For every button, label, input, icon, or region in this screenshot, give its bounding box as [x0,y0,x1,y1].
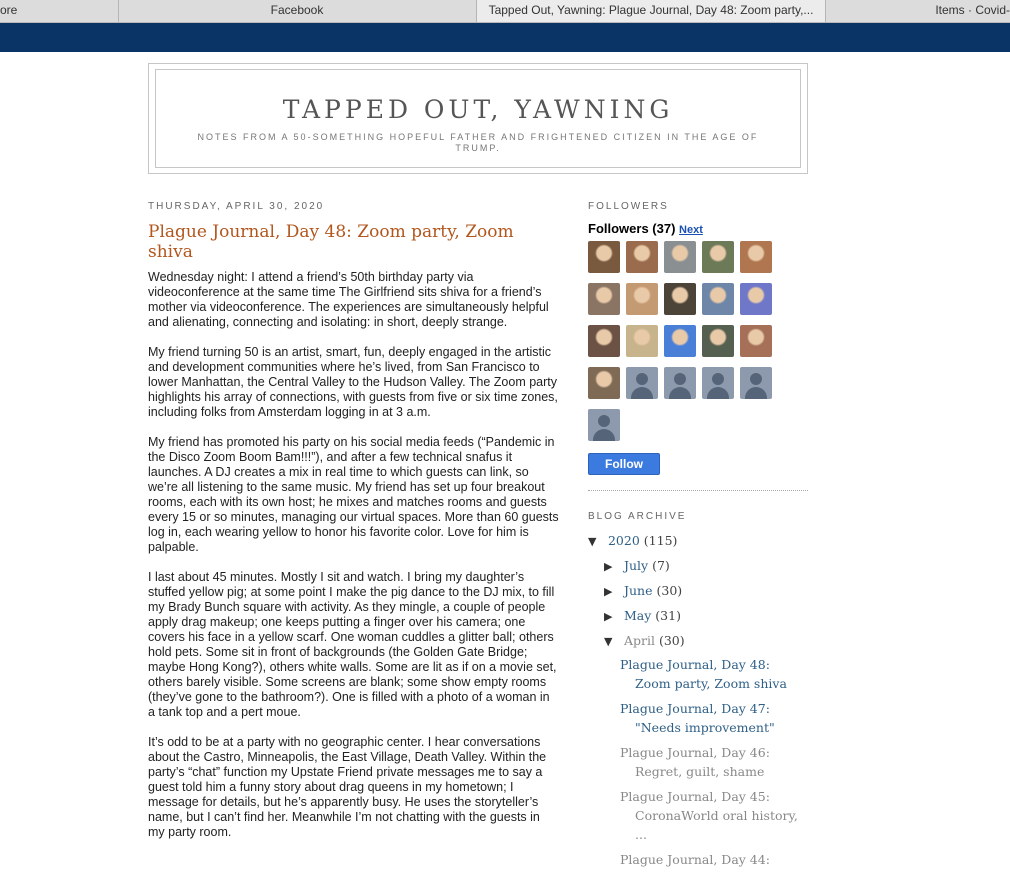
default-avatar-icon[interactable] [740,367,772,399]
followers-next-link[interactable]: Next [679,224,703,236]
expand-triangle-icon[interactable]: ▶ [604,585,613,598]
archive-post-link[interactable]: Plague Journal, Day 48: Zoom party, Zoom shiva [620,657,787,691]
archive-month-april[interactable] [588,633,808,655]
archive-heading: BLOG ARCHIVE [588,511,687,522]
follower-avatar[interactable] [626,325,658,357]
archive-month-link[interactable]: June [623,583,653,598]
blog-header-inner [155,69,801,168]
post-title[interactable]: Plague Journal, Day 48: Zoom party, Zoom shiva [148,222,514,262]
browser-tab[interactable] [0,0,119,22]
follower-avatar[interactable] [702,241,734,273]
archive-post-link[interactable]: Plague Journal, Day 47: "Needs improvement" [620,701,775,735]
archive-month-link[interactable]: July [623,558,649,573]
blog-header [148,63,808,174]
archive-post-link[interactable]: Plague Journal, Day 45: CoronaWorld oral history, ... [620,789,798,842]
archive-month-label[interactable]: April [623,633,655,648]
browser-tab-active[interactable] [477,0,826,22]
follower-avatar[interactable] [588,325,620,357]
default-avatar-icon[interactable] [664,367,696,399]
blog-description: NOTES FROM A 50-SOMETHING HOPEFUL FATHER AND FRIGHTENED CITIZEN IN THE AGE OF TRUMP. [197,132,759,153]
browser-tab-facebook[interactable] [118,0,477,22]
blogger-navbar [0,23,1010,52]
follower-avatar[interactable] [740,325,772,357]
follow-button[interactable]: Follow [588,453,660,475]
archive-month-may[interactable] [588,608,808,633]
post-paragraph: Wednesday night: I attend a friend’s 50th birthday party via videoconference at the same time The Girlfriend sits shiva for a friend’s mother via videoconference. The experiences are simultaneously helpful and alienating, connecting and isolating: in short, deeply strange. [148,270,549,329]
blog-title[interactable]: TAPPED OUT, YAWNING [282,95,674,124]
follower-avatar[interactable] [588,241,620,273]
followers-count-line [588,221,808,236]
archive-post-link[interactable]: Plague Journal, Day 46: Regret, guilt, shame [620,745,770,779]
archive-post-list [588,655,808,869]
sidebar-divider [588,490,808,491]
follower-avatar[interactable] [664,325,696,357]
expand-triangle-icon[interactable]: ▶ [604,610,613,623]
followers-label: Followers (37) [588,221,676,236]
post-paragraph: It’s odd to be at a party with no geographic center. I hear conversations about the Castro, Minneapolis, the East Village, Death Valley. Within the party’s “chat” function my Upstate Friend private messages me to say a guest told him a funny story about drag queens in my hometown; I message for details, but he’s apparently busy. He uses the storyteller’s name, but I can’t find her. Meanwhile I’m not chatting with the guests in my party room. [148,735,547,839]
follower-avatar[interactable] [626,283,658,315]
archive-year-2020[interactable] [588,533,808,558]
archive-year-count: (115) [643,533,678,548]
follower-avatar[interactable] [740,283,772,315]
default-avatar-icon[interactable] [626,367,658,399]
tab-label: Items · Covid- [935,3,1010,17]
archive-month-count: (30) [656,583,683,598]
tab-label: ore [0,3,18,17]
archive-month-link[interactable]: May [623,608,652,623]
post-paragraph: My friend turning 50 is an artist, smart, fun, deeply engaged in the artistic and development communities where he’s lived, from San Francisco to lower Manhattan, the Central Valley to the Hudson Valley. The Zoom party highlights his array of connections, with guests from five or six time zones, including folks from Amsterdam logging in at 3 a.m. [148,345,558,419]
tab-label: Facebook [270,3,324,17]
post-date: THURSDAY, APRIL 30, 2020 [148,201,325,212]
archive-year-link[interactable]: 2020 [607,533,640,548]
default-avatar-icon[interactable] [588,409,620,441]
follower-avatar[interactable] [588,283,620,315]
default-avatar-icon[interactable] [702,367,734,399]
sidebar [588,201,808,875]
followers-avatar-grid [588,241,808,441]
archive-month-june[interactable] [588,583,808,608]
post-paragraph: My friend has promoted his party on his social media feeds (“Pandemic in the Disco Zoom Boom Bam!!!”), and after a few technical snafus it launches. A DJ creates a mix in real time to which guests can link, so we’re all listening to the same music. My friend has set up four breakout rooms, each with its own host; he mixes and matches rooms and guests every 15 or so minutes, managing our virtual spaces. More than 60 guests log in, each wearing yellow to honor his favorite color. Love for him is palpable. [148,435,559,554]
follower-avatar[interactable] [702,283,734,315]
follower-avatar[interactable] [588,367,620,399]
follower-avatar[interactable] [626,241,658,273]
archive-month-count: (30) [658,633,685,648]
browser-tab-bar [0,0,1010,23]
followers-heading: FOLLOWERS [588,201,669,212]
tab-label: Tapped Out, Yawning: Plague Journal, Day 48: Zoom party,... [488,3,814,17]
follower-avatar[interactable] [664,283,696,315]
archive-post-link[interactable]: Plague Journal, Day 44: [620,852,770,867]
browser-tab[interactable] [826,0,1010,22]
blog-post [148,201,560,855]
archive-month-count: (7) [652,558,670,573]
post-paragraph: I last about 45 minutes. Mostly I sit and watch. I bring my daughter’s stuffed yellow pig; at some point I make the pig dance to the DJ mix, to fill my Brady Bunch square with activity. As they mingle, a couple of people apply drag makeup; one keeps putting a finger over his camera; one covers his face in a yellow scarf. One woman cuddles a glitter ball; others hold pets. Some sit in front of backgrounds (the Golden Gate Bridge; maybe Hong Kong?), others white walls. Some are lit as if on a movie set, others barely visible. Some screens are blank; some show empty rooms (they’ve gone to the bathroom?). One is filled with a photo of a woman in a tank top and a pert moue. [148,570,557,719]
expand-triangle-icon[interactable]: ▶ [604,560,613,573]
archive-month-july[interactable] [588,558,808,583]
follower-avatar[interactable] [702,325,734,357]
follower-avatar[interactable] [740,241,772,273]
archive-month-count: (31) [655,608,681,623]
blog-archive [588,533,808,869]
collapse-triangle-icon[interactable]: ▼ [588,535,597,548]
post-body [148,270,560,840]
follower-avatar[interactable] [664,241,696,273]
collapse-triangle-icon[interactable]: ▼ [604,635,613,648]
